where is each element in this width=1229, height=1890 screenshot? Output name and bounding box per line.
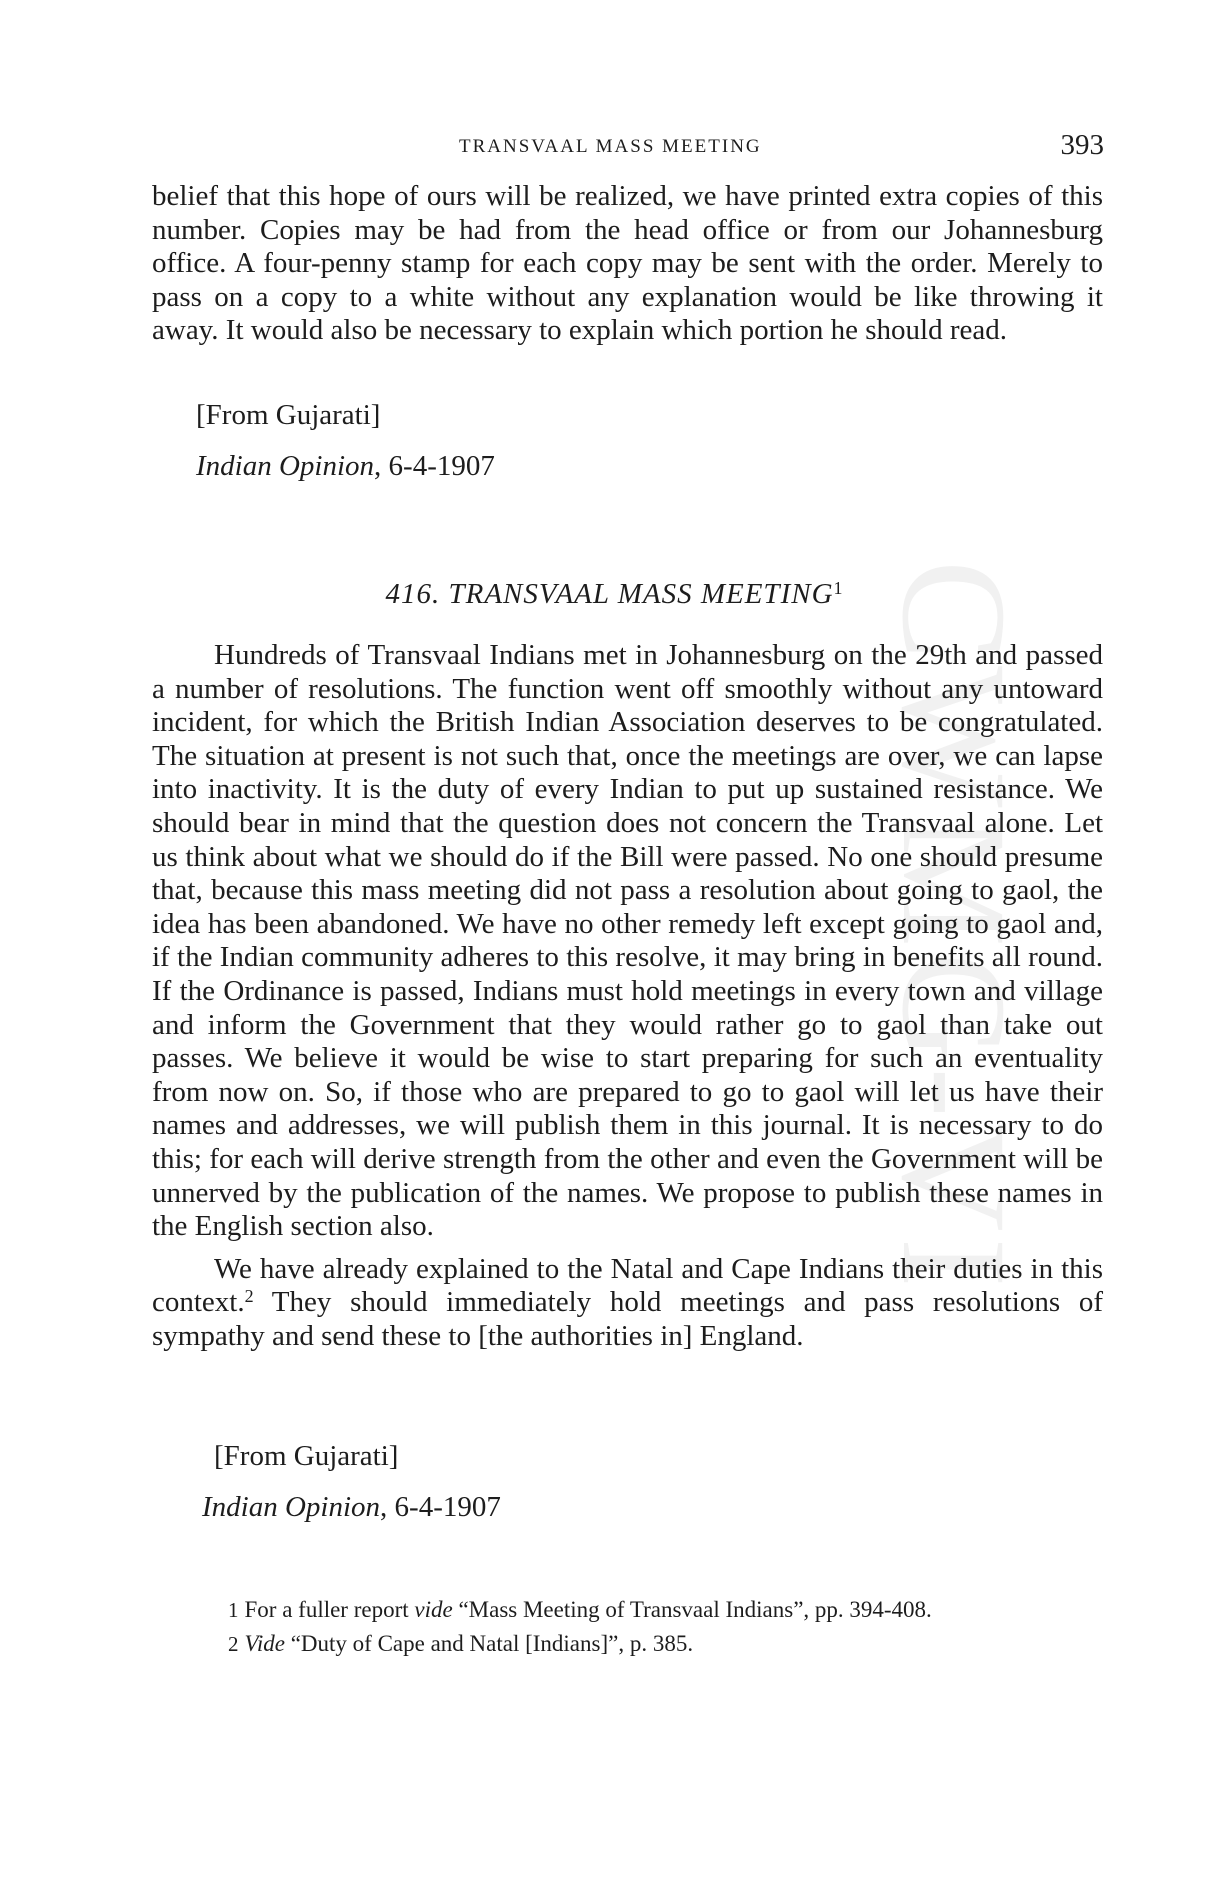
paragraph-2-text-a: We have already explained to the Natal and Cape Indians their duties in this context.	[152, 1252, 1103, 1319]
continuation-block	[152, 180, 1103, 348]
publication-title: Indian Opinion	[196, 450, 375, 482]
footnote-1-pre: For a fuller report	[244, 1597, 415, 1622]
article-paragraph-2	[152, 1253, 1103, 1354]
footnote-1	[228, 1597, 932, 1623]
publication-date: , 6-4-1907	[374, 450, 495, 482]
article-source-language: [From Gujarati]	[214, 1440, 399, 1472]
continuation-paragraph: belief that this hope of ours will be realized, we have printed extra copies of this number. Copies may be had from the head office or from our Johannesburg office. A four-penny stamp for each copy may be sent with the order. Merely to pass on a copy to a white without any explanation would be like throwing it away. It would also be necessary to explain which portion he should read.	[152, 180, 1103, 347]
footnote-2-mark: 2	[228, 1632, 239, 1656]
article-source-citation	[202, 1491, 501, 1524]
running-head: TRANSVAAL MASS MEETING	[459, 136, 762, 157]
paragraph-2-text-b: They should immediately hold meetings and pass resolutions of sympathy and send these to [the authorities in] England.	[152, 1286, 1103, 1352]
heading-footnote-ref[interactable]: 1	[833, 578, 844, 598]
source-language: [From Gujarati]	[196, 399, 381, 431]
page-number: 393	[1060, 129, 1104, 161]
watermark: CWMG-VI	[871, 560, 1037, 1294]
source-citation	[196, 450, 495, 483]
article-heading	[0, 578, 1229, 611]
footnote-2-italic: Vide	[244, 1631, 285, 1656]
footnote-1-italic: vide	[414, 1597, 453, 1622]
footnote-1-mark: 1	[228, 1598, 239, 1622]
article-publication-date: , 6-4-1907	[380, 1491, 501, 1523]
article-heading-text: 416. TRANSVAAL MASS MEETING	[385, 578, 834, 610]
article-paragraph-1: Hundreds of Transvaal Indians met in Johannesburg on the 29th and passed a number of resolutions. The function went off smoothly without any untoward incident, for which the British Indian Association deserves to be congratulated. The situation at present is not such that, once the meetings are over, we can lapse into inactivity. It is the duty of every Indian to put up sustained resistance. We should bear in mind that the question does not concern the Transvaal alone. Let us think about what we should do if the Bill were passed. No one should presume that, because this mass meeting did not pass a resolution about going to gaol, the idea has been abandoned. We have no other remedy left except going to gaol and, if the Indian community adheres to this resolve, it may bring in benefits all round. If the Ordinance is passed, Indians must hold meetings in every town and village and inform the Government that they would rather go to gaol than take out passes. We believe it would be wise to start preparing for such an eventuality from now on. So, if those who are prepared to go to gaol will let us have their names and addresses, we will publish them in this journal. It is necessary to do this; for each will derive strength from the other and even the Government will be unnerved by the publication of the names. We propose to publish these names in the English section also.	[152, 639, 1103, 1243]
footnote-2-post: “Duty of Cape and Natal [Indians]”, p. 385.	[284, 1631, 694, 1656]
footnote-2	[228, 1631, 693, 1657]
article-body	[152, 639, 1103, 1353]
paragraph-footnote-ref[interactable]: 2	[244, 1286, 254, 1307]
footnote-1-post: “Mass Meeting of Transvaal Indians”, pp. 394-408.	[452, 1597, 932, 1622]
article-publication-title: Indian Opinion	[202, 1491, 381, 1523]
